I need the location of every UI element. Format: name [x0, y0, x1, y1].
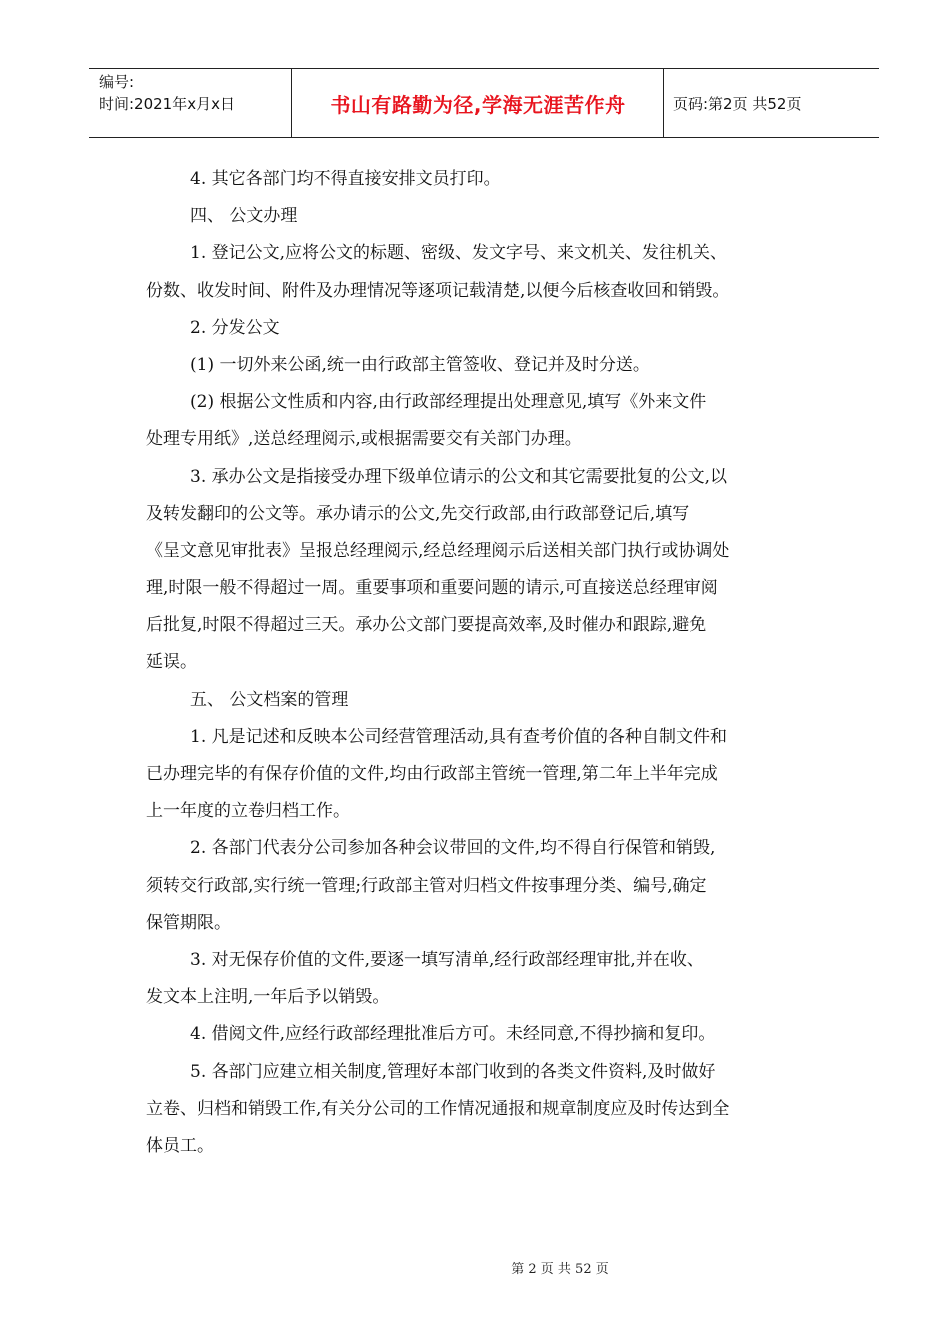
paragraph-line: 1. 凡是记述和反映本公司经营管理活动,具有查考价值的各种自制文件和 — [190, 726, 728, 747]
paragraph-line: 理,时限一般不得超过一周。重要事项和重要问题的请示,可直接送总经理审阅 — [146, 578, 718, 599]
page-footer: 第 2 页 共 52 页 — [511, 1262, 609, 1277]
paragraph-line: 立卷、归档和销毁工作,有关分公司的工作情况通报和规章制度应及时传达到全 — [146, 1098, 730, 1119]
paragraph-line: 延误。 — [146, 652, 197, 673]
paragraph-line: 保管期限。 — [146, 912, 231, 933]
paragraph-line: 份数、收发时间、附件及办理情况等逐项记载清楚,以便今后核查收回和销毁。 — [146, 280, 730, 301]
paragraph-line: 五、 公文档案的管理 — [190, 689, 349, 710]
paragraph-line: 须转交行政部,实行统一管理;行政部主管对归档文件按事理分类、编号,确定 — [146, 875, 707, 896]
number-label: 编号: — [99, 73, 135, 91]
paragraph-line: 处理专用纸》,送总经理阅示,或根据需要交有关部门办理。 — [146, 429, 582, 450]
document-body — [146, 161, 826, 1165]
header-motto: 书山有路勤为径,学海无涯苦作舟 — [330, 92, 626, 117]
paragraph-line: 上一年度的立卷归档工作。 — [146, 801, 350, 822]
paragraph-line: 3. 对无保存价值的文件,要逐一填写清单,经行政部经理审批,并在收、 — [190, 949, 704, 970]
paragraph-line: 4. 借阅文件,应经行政部经理批准后方可。未经同意,不得抄摘和复印。 — [190, 1024, 716, 1045]
header-divider — [663, 69, 664, 137]
paragraph-line: 4. 其它各部门均不得直接安排文员打印。 — [190, 169, 501, 189]
paragraph-line: (2) 根据公文性质和内容,由行政部经理提出处理意见,填写《外来文件 — [190, 392, 707, 413]
page-header — [89, 68, 879, 138]
paragraph-line: 《呈文意见审批表》呈报总经理阅示,经总经理阅示后送相关部门执行或协调处 — [146, 540, 730, 561]
paragraph-line: 3. 承办公文是指接受办理下级单位请示的公文和其它需要批复的公文,以 — [190, 466, 728, 487]
paragraph-line: 5. 各部门应建立相关制度,管理好本部门收到的各类文件资料,及时做好 — [190, 1061, 716, 1082]
paragraph-line: 体员工。 — [146, 1135, 214, 1156]
paragraph-line: 1. 登记公文,应将公文的标题、密级、发文字号、来文机关、发往机关、 — [190, 243, 728, 264]
paragraph-line: 后批复,时限不得超过三天。承办公文部门要提高效率,及时催办和跟踪,避免 — [146, 615, 707, 636]
paragraph-line: 及转发翻印的公文等。承办请示的公文,先交行政部,由行政部登记后,填写 — [146, 503, 690, 524]
header-meta — [99, 71, 294, 115]
paragraph-line: 2. 各部门代表分公司参加各种会议带回的文件,均不得自行保管和销毁, — [190, 838, 716, 859]
paragraph-line: 2. 分发公文 — [190, 317, 280, 338]
paragraph-line: 已办理完毕的有保存价值的文件,均由行政部主管统一管理,第二年上半年完成 — [146, 764, 718, 784]
time-label: 时间:2021年x月x日 — [99, 95, 235, 113]
paragraph-line: (1) 一切外来公函,统一由行政部主管签收、登记并及时分送。 — [190, 354, 650, 375]
paragraph-line: 四、 公文办理 — [190, 206, 298, 227]
header-page-info: 页码:第2页 共52页 — [673, 94, 802, 113]
paragraph-line: 发文本上注明,一年后予以销毁。 — [146, 987, 390, 1008]
